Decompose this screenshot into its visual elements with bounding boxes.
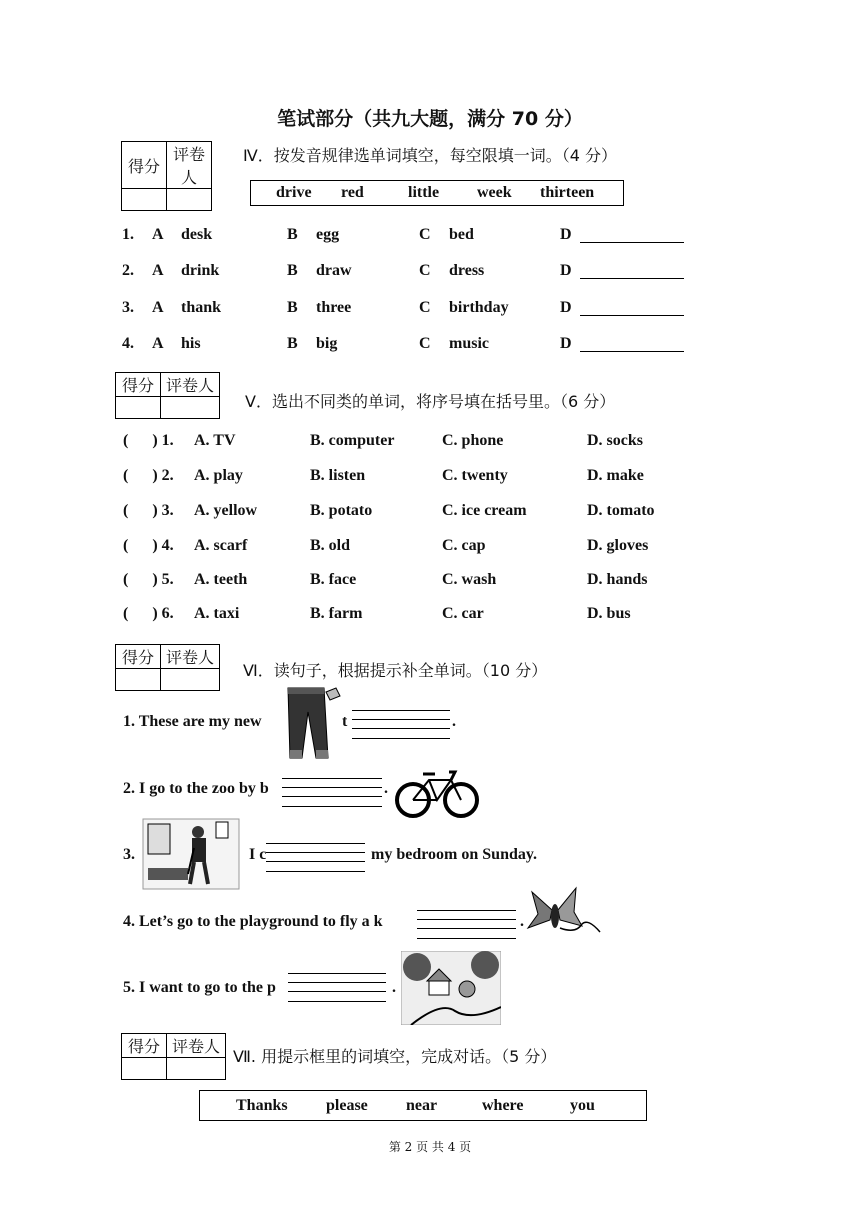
bicycle-image <box>393 764 481 820</box>
word: please <box>326 1097 368 1114</box>
row-4-c: C <box>419 335 431 352</box>
q5-row-1-paren[interactable]: ( ) 1. <box>123 432 174 449</box>
row-2-a: A <box>152 262 164 279</box>
section-5-heading: Ⅴ．选出不同类的单词，将序号填在括号里。（6 分） <box>245 392 616 411</box>
row-2-aw: drink <box>181 262 220 279</box>
page-footer: 第 2 页 共 4 页 <box>388 1140 472 1154</box>
row-3-aw: thank <box>181 299 222 316</box>
row-3-c: C <box>419 299 431 316</box>
score-label: 得分 <box>116 373 161 397</box>
grader-cell[interactable] <box>161 669 220 691</box>
section-7-heading: Ⅶ. 用提示框里的词填空，完成对话。（5 分） <box>233 1047 557 1066</box>
score-cell[interactable] <box>122 1058 167 1080</box>
answer-blank[interactable] <box>580 351 684 352</box>
q5-row-5-paren[interactable]: ( ) 5. <box>123 571 174 588</box>
row-2-cw: dress <box>449 262 485 279</box>
answer-blank[interactable] <box>266 861 365 862</box>
q5-row-4-a: A. scarf <box>194 537 248 554</box>
word-box-4 <box>250 180 624 206</box>
q5-row-1-c: C. phone <box>442 432 504 449</box>
sentence-3-letter: I c <box>249 846 267 863</box>
score-label: 得分 <box>122 142 167 189</box>
sentence-1-text: 1. These are my new <box>123 713 262 730</box>
q5-row-1-b: B. computer <box>310 432 395 449</box>
q5-row-6-d: D. bus <box>587 605 631 622</box>
cleaning-room-image <box>142 818 240 890</box>
answer-blank[interactable] <box>282 796 382 797</box>
q5-row-4-paren[interactable]: ( ) 4. <box>123 537 174 554</box>
grader-label: 评卷人 <box>167 142 212 189</box>
q5-row-3-paren[interactable]: ( ) 3. <box>123 502 174 519</box>
q5-row-6-c: C. car <box>442 605 484 622</box>
word: where <box>482 1097 524 1114</box>
sentence-5-text: 5. I want to go to the p <box>123 979 276 996</box>
row-3-num: 3. <box>122 299 134 316</box>
score-cell[interactable] <box>116 669 161 691</box>
row-1-bw: egg <box>316 226 340 243</box>
q5-row-4-d: D. gloves <box>587 537 649 554</box>
answer-blank[interactable] <box>288 991 386 992</box>
row-3-a: A <box>152 299 164 316</box>
row-3-bw: three <box>316 299 352 316</box>
sentence-1-letter: t <box>342 713 348 730</box>
row-4-a: A <box>152 335 164 352</box>
row-1-a: A <box>152 226 164 243</box>
q5-row-6-b: B. farm <box>310 605 363 622</box>
q5-row-6-paren[interactable]: ( ) 6. <box>123 605 174 622</box>
score-box <box>121 1033 226 1080</box>
score-box <box>115 644 220 691</box>
row-2-b: B <box>287 262 298 279</box>
word: thirteen <box>540 184 595 201</box>
score-label: 得分 <box>116 645 161 669</box>
page-title: 笔试部分（共九大题，满分 70 分） <box>277 108 583 130</box>
park-image <box>401 951 501 1025</box>
word: red <box>341 184 364 201</box>
row-4-d: D <box>560 335 572 352</box>
answer-blank[interactable] <box>352 728 450 729</box>
sentence-3-num: 3. <box>123 846 135 863</box>
row-2-num: 2. <box>122 262 134 279</box>
score-cell[interactable] <box>116 397 161 419</box>
q5-row-2-d: D. make <box>587 467 644 484</box>
q5-row-5-c: C. wash <box>442 571 497 588</box>
row-1-cw: bed <box>449 226 474 243</box>
row-1-b: B <box>287 226 298 243</box>
row-3-d: D <box>560 299 572 316</box>
q5-row-2-paren[interactable]: ( ) 2. <box>123 467 174 484</box>
q5-row-4-c: C. cap <box>442 537 486 554</box>
q5-row-4-b: B. old <box>310 537 351 554</box>
q5-row-2-b: B. listen <box>310 467 366 484</box>
grader-label: 评卷人 <box>167 1034 226 1058</box>
answer-blank[interactable] <box>580 278 684 279</box>
word: Thanks <box>236 1097 288 1114</box>
word: week <box>477 184 512 201</box>
row-1-num: 1. <box>122 226 134 243</box>
section-4-heading: Ⅳ．按发音规律选单词填空，每空限填一词。（4 分） <box>243 146 618 165</box>
row-4-bw: big <box>316 335 338 352</box>
word: drive <box>276 184 312 201</box>
q5-row-1-a: A. TV <box>194 432 236 449</box>
q5-row-6-a: A. taxi <box>194 605 240 622</box>
word: little <box>408 184 440 201</box>
q5-row-3-b: B. potato <box>310 502 373 519</box>
row-2-bw: draw <box>316 262 352 279</box>
q5-row-3-a: A. yellow <box>194 502 258 519</box>
answer-blank[interactable] <box>580 315 684 316</box>
score-cell[interactable] <box>122 189 167 211</box>
kite-image <box>524 884 608 948</box>
q5-row-3-d: D. tomato <box>587 502 655 519</box>
row-2-d: D <box>560 262 572 279</box>
q5-row-2-a: A. play <box>194 467 243 484</box>
grader-cell[interactable] <box>161 397 220 419</box>
row-1-c: C <box>419 226 431 243</box>
q5-row-5-b: B. face <box>310 571 357 588</box>
sentence-3-text: my bedroom on Sunday. <box>371 846 537 863</box>
grader-cell[interactable] <box>167 1058 226 1080</box>
row-3-cw: birthday <box>449 299 509 316</box>
word-box-7 <box>199 1090 647 1121</box>
word: near <box>406 1097 438 1114</box>
row-1-d: D <box>560 226 572 243</box>
q5-row-2-c: C. twenty <box>442 467 508 484</box>
row-4-aw: his <box>181 335 201 352</box>
score-box <box>115 372 220 419</box>
answer-blank[interactable] <box>417 928 516 929</box>
q5-row-3-c: C. ice cream <box>442 502 527 519</box>
q5-row-5-d: D. hands <box>587 571 648 588</box>
row-2-c: C <box>419 262 431 279</box>
row-3-b: B <box>287 299 298 316</box>
section-6-heading: Ⅵ．读句子，根据提示补全单词。（10 分） <box>243 661 548 680</box>
grader-cell[interactable] <box>167 189 212 211</box>
grader-label: 评卷人 <box>161 373 220 397</box>
score-label: 得分 <box>122 1034 167 1058</box>
row-1-aw: desk <box>181 226 213 243</box>
row-4-num: 4. <box>122 335 134 352</box>
row-4-cw: music <box>449 335 489 352</box>
score-box <box>121 141 212 211</box>
sentence-2-text: 2. I go to the zoo by b <box>123 780 269 797</box>
row-4-b: B <box>287 335 298 352</box>
grader-label: 评卷人 <box>161 645 220 669</box>
word: you <box>570 1097 595 1114</box>
answer-blank[interactable] <box>580 242 684 243</box>
q5-row-1-d: D. socks <box>587 432 644 449</box>
sentence-4-text: 4. Let’s go to the playground to fly a k <box>123 913 383 930</box>
q5-row-5-a: A. teeth <box>194 571 248 588</box>
